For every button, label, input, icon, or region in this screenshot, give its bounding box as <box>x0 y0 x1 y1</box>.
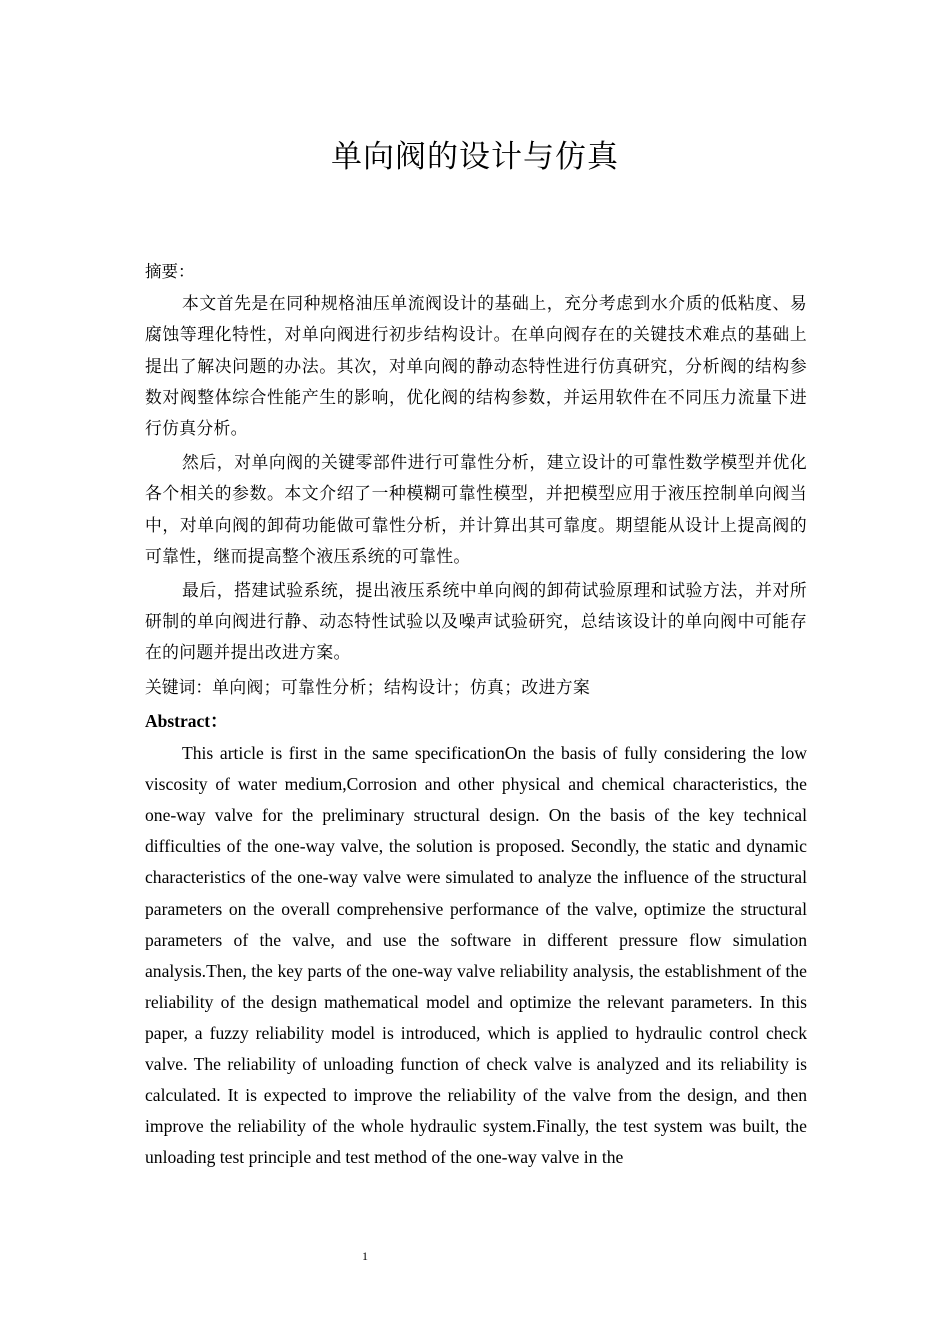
abstract-cn-paragraph-2: 然后，对单向阀的关键零部件进行可靠性分析，建立设计的可靠性数学模型并优化各个相关的参数。本文介绍了一种模糊可靠性模型，并把模型应用于液压控制单向阀当中，对单向阀的卸荷功能做可靠性分析，并计算出其可靠度。期望能从设计上提高阀的可靠性，继而提高整个液压系统的可靠性。 <box>145 451 807 566</box>
keywords-value: 单向阀；可靠性分析；结构设计；仿真；改进方案 <box>212 677 591 698</box>
abstract-en-paragraph: This article is first in the same specificationOn the basis of fully considering the low viscosity of water medium,Corrosion and other physical and chemical characteristics, the one-way valve for the preliminary structural design. On the basis of the key technical difficulties of the one-way valve, the solution is proposed. Secondly, the static and dynamic characteristics of the one-way valve were simulated to analyze the influence of the structural parameters on the overall comprehensive performance of the valve, optimize the structural parameters of the valve, and use the software in different pressure flow simulation analysis.Then, the key parts of the one-way valve reliability analysis, the establishment of the reliability of the design mathematical model and optimize the relevant parameters. In this paper, a fuzzy reliability model is introduced, which is applied to hydraulic control check valve. The reliability of unloading function of check valve is analyzed and its reliability is calculated. It is expected to improve the reliability of the valve from the design, and then improve the reliability of the whole hydraulic system.Finally, the test system was built, the unloading test principle and test method of the one-way valve in the <box>145 743 807 1168</box>
abstract-cn-paragraph-1: 本文首先是在同种规格油压单流阀设计的基础上，充分考虑到水介质的低粘度、易腐蚀等理化特性，对单向阀进行初步结构设计。在单向阀存在的关键技术难点的基础上提出了解决问题的办法。其次，对单向阀的静动态特性进行仿真研究，分析阀的结构参数对阀整体综合性能产生的影响，优化阀的结构参数，并运用软件在不同压力流量下进行仿真分析。 <box>145 293 807 439</box>
keywords-label: 关键词： <box>145 677 213 698</box>
abstract-cn-paragraph-3: 最后，搭建试验系统，提出液压系统中单向阀的卸荷试验原理和试验方法，并对所研制的单向阀进行静、动态特性试验以及噪声试验研究，总结该设计的单向阀中可能存在的问题并提出改进方案。 <box>145 579 807 663</box>
abstract-en-heading: Abstract： <box>145 711 228 732</box>
keywords-line <box>145 671 807 704</box>
document-title: 单向阀的设计与仿真 <box>331 139 619 175</box>
page-number: 1 <box>362 1249 368 1263</box>
document-body <box>145 256 807 1173</box>
abstract-cn-heading: 摘要： <box>145 262 195 281</box>
